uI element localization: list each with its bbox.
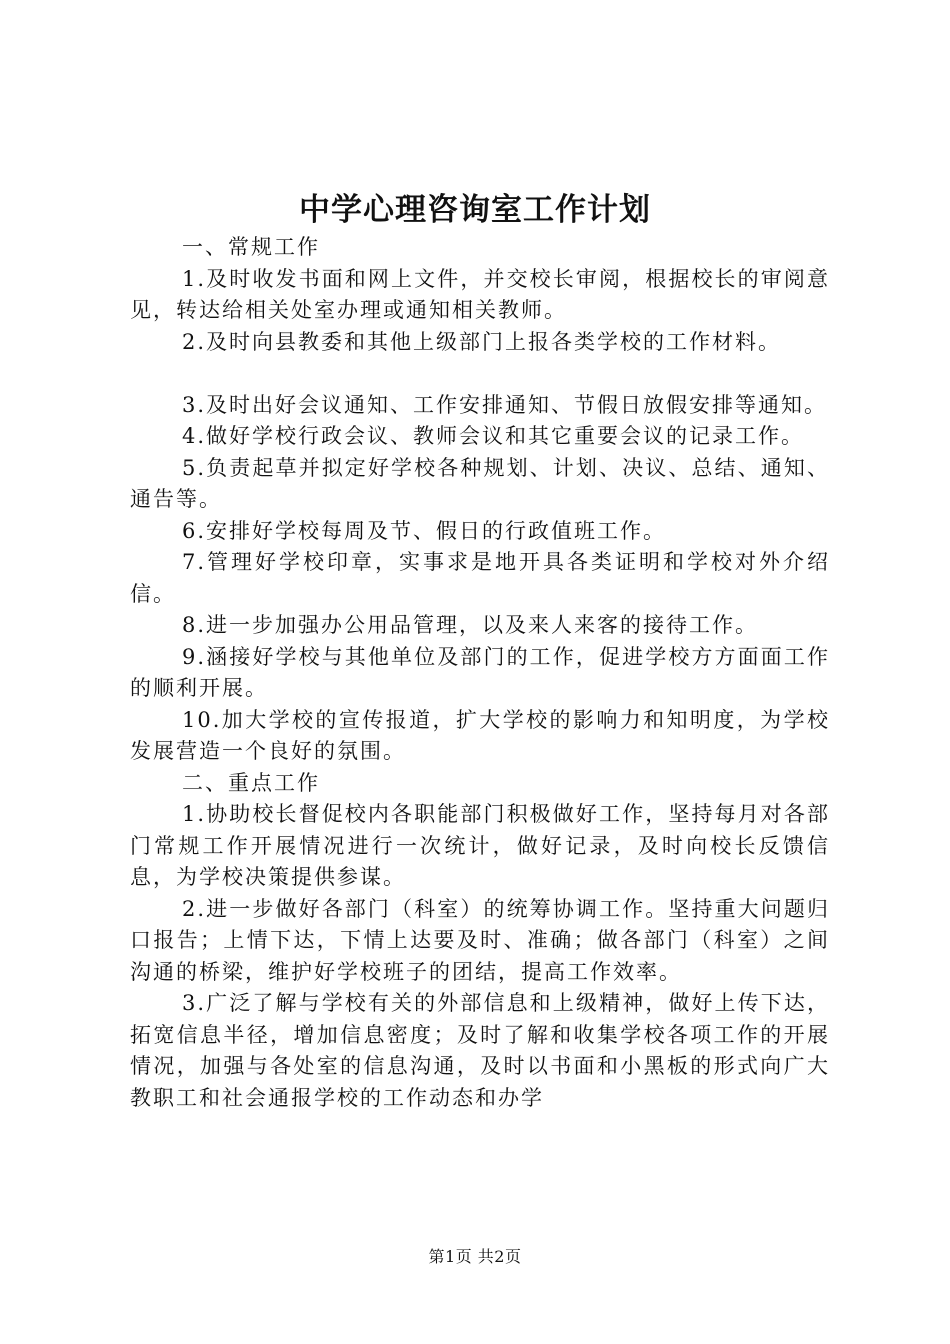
paragraph-item: 2.及时向县教委和其他上级部门上报各类学校的工作材料。 <box>182 329 782 354</box>
document-body <box>130 232 830 1114</box>
paragraph-item: 7.管理好学校印章，实事求是地开具各类证明和学校对外介绍信。 <box>130 550 830 606</box>
document-title: 中学心理咨询室工作计划 <box>299 192 651 228</box>
section-heading-key-work: 二、重点工作 <box>182 770 320 795</box>
paragraph-item: 4.做好学校行政会议、教师会议和其它重要会议的记录工作。 <box>182 424 805 448</box>
paragraph-item: 1.协助校长督促校内各职能部门积极做好工作，坚持每月对各部门常规工作开展情况进行一次统计，做好记录，及时向校长反馈信息，为学校决策提供参谋。 <box>130 802 830 889</box>
paragraph-item: 8.进一步加强办公用品管理，以及来人来客的接待工作。 <box>182 613 759 637</box>
paragraph-item: 10.加大学校的宣传报道，扩大学校的影响力和知明度，为学校发展营造一个良好的氛围。 <box>130 707 830 763</box>
paragraph-item: 1.及时收发书面和网上文件，并交校长审阅，根据校长的审阅意见，转达给相关处室办理或通知相关教师。 <box>130 266 830 322</box>
paragraph-item: 3.广泛了解与学校有关的外部信息和上级精神，做好上传下达，拓宽信息半径，增加信息密度；及时了解和收集学校各项工作的开展情况，加强与各处室的信息沟通，及时以书面和小黑板的形式向广大教职工和社会通报学校的工作动态和办学 <box>130 991 830 1110</box>
paragraph-item: 5.负责起草并拟定好学校各种规划、计划、决议、总结、通知、通告等。 <box>130 455 830 511</box>
paragraph-item: 6.安排好学校每周及节、假日的行政值班工作。 <box>182 518 667 543</box>
section-heading-routine: 一、常规工作 <box>182 235 320 259</box>
paragraph-item: 2.进一步做好各部门（科室）的统筹协调工作。坚持重大问题归口报告；上情下达，下情上达要及时、准确；做各部门（科室）之间沟通的桥梁，维护好学校班子的团结，提高工作效率。 <box>130 896 830 984</box>
paragraph-item: 3.及时出好会议通知、工作安排通知、节假日放假安排等通知。 <box>182 392 828 417</box>
paragraph-item: 9.涵接好学校与其他单位及部门的工作，促进学校方方面面工作的顺利开展。 <box>130 644 830 700</box>
page-footer: 第1页 共2页 <box>428 1247 522 1266</box>
